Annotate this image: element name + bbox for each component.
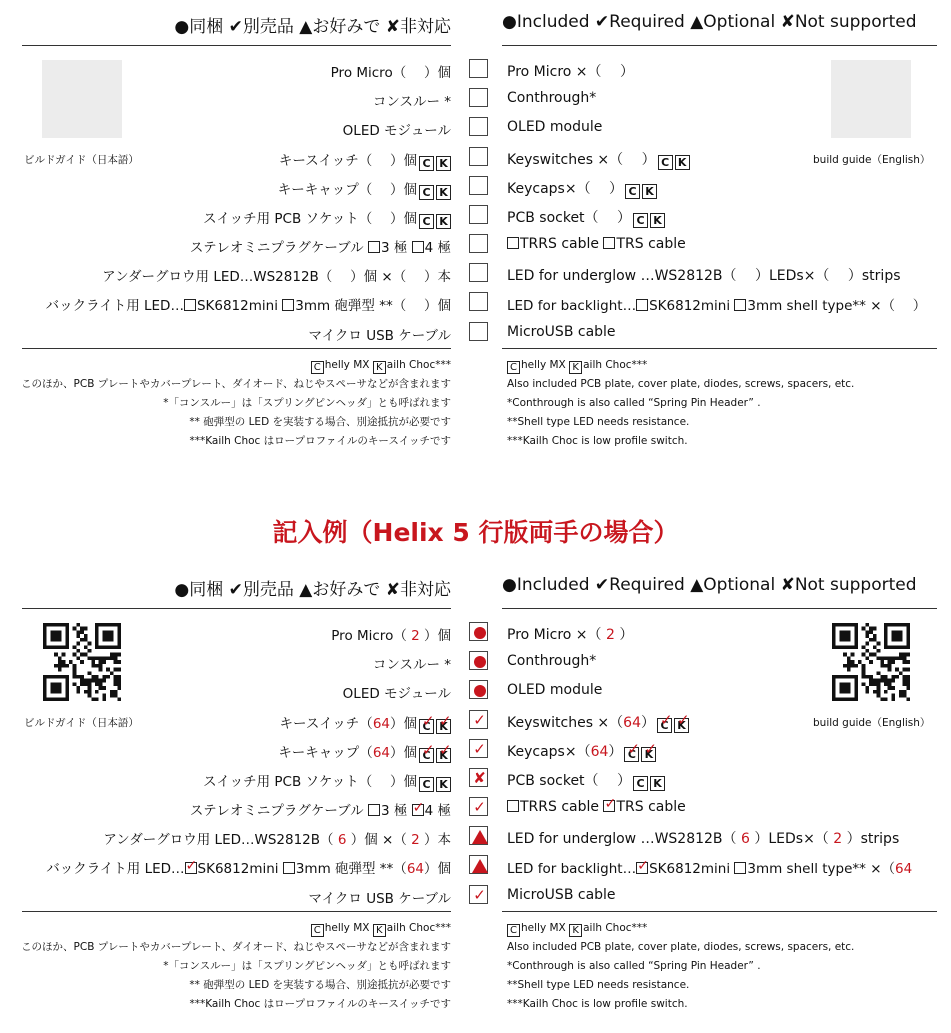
mark-icon xyxy=(470,623,489,642)
qr-module xyxy=(865,675,869,679)
cherry-box: C xyxy=(419,214,434,229)
row-backlight xyxy=(0,292,951,316)
quantity: 64 xyxy=(590,744,609,760)
qr-module xyxy=(117,675,121,679)
option-box xyxy=(368,241,380,253)
label-en: OLED module xyxy=(507,119,603,135)
example-title: 記入例（Helix 5 行版両手の場合） xyxy=(272,518,679,547)
notes-jp xyxy=(21,919,451,1014)
cherry-box: C xyxy=(507,924,520,937)
option-box xyxy=(603,237,615,249)
label-jp xyxy=(190,799,451,819)
row-underglow xyxy=(0,263,951,287)
label-jp: OLED モジュール xyxy=(342,123,451,139)
note-line: このほか、PCB プレートやカバープレート、ダイオード、ねじやスペーサなどが含まれます xyxy=(21,378,451,390)
kailh-box: K xyxy=(569,361,582,374)
label-en xyxy=(507,624,633,644)
qr-module xyxy=(854,675,858,679)
label-jp xyxy=(203,770,451,792)
note-line: *Conthrough is also called “Spring Pin Header” . xyxy=(507,397,761,409)
notes-jp xyxy=(21,356,451,451)
option-sk6812: SK6812mini xyxy=(649,298,735,314)
note-line: ***Kailh Choc はロープロファイルのキースイッチです xyxy=(189,998,451,1010)
legend-jp: ●同梱 ✔別売品 ▲お好みで ✘非対応 xyxy=(174,580,451,600)
label-en: MicroUSB cable xyxy=(507,324,616,340)
qr-module xyxy=(832,675,836,679)
cherry-box-checked: C ✓ xyxy=(624,747,639,762)
row-conthrough xyxy=(0,88,951,112)
checkbox[interactable] xyxy=(469,292,488,311)
trrs-text: ステレオミニプラグケーブル xyxy=(189,240,368,256)
divider-bottom-en xyxy=(502,348,937,349)
legend-en: ●Included ✔Required ▲Optional ✘Not supported xyxy=(502,12,917,32)
qr-module xyxy=(50,675,54,679)
checkbox[interactable] xyxy=(469,88,488,107)
note-line: Also included PCB plate, cover plate, diodes, screws, spacers, etc. xyxy=(507,378,855,390)
row-socket xyxy=(0,205,951,229)
checkbox[interactable] xyxy=(469,147,488,166)
label-en xyxy=(507,741,656,762)
switch-legend-jp xyxy=(21,356,451,375)
keycap-text: キーキャップ（ ）個 xyxy=(277,182,417,198)
option-box xyxy=(283,862,295,874)
divider-bottom-jp xyxy=(22,348,451,349)
quantity: 6 xyxy=(736,831,755,847)
check-icon: ✓ xyxy=(473,711,486,729)
note-line: *「コンスルー」は「スプリングピンヘッダ」とも呼ばれます xyxy=(163,960,451,972)
qr-module xyxy=(76,675,80,679)
label-en xyxy=(507,799,686,815)
option-box xyxy=(636,299,648,311)
option-3pole: 3 極 xyxy=(380,240,412,256)
cross-icon: ✘ xyxy=(473,769,486,787)
kailh-label: ailh Choc*** xyxy=(583,922,648,934)
row-trrs xyxy=(0,234,951,258)
check-icon: ✓ xyxy=(473,798,486,816)
qr-module xyxy=(884,675,888,679)
option-box xyxy=(368,804,380,816)
text: ）個 xyxy=(424,628,451,644)
cherry-box-checked: C ✓ xyxy=(657,718,672,733)
backlight-text: バックライト用 LED… xyxy=(46,861,185,877)
option-box xyxy=(282,299,294,311)
label-jp: OLED モジュール xyxy=(342,686,451,702)
kailh-label: ailh Choc*** xyxy=(386,359,451,371)
cherry-box: C xyxy=(633,213,648,228)
row-socket xyxy=(0,768,951,792)
qr-module xyxy=(869,675,873,679)
text: ）strips xyxy=(846,831,900,847)
option-sk6812: SK6812mini xyxy=(197,861,283,877)
label-jp: マイクロ USB ケーブル xyxy=(308,328,451,344)
option-3mm: 3mm 砲弾型 **（ xyxy=(295,861,407,877)
text: ） xyxy=(641,715,655,731)
guide-label-jp: ビルドガイド（日本語） xyxy=(24,717,139,729)
label-en xyxy=(507,236,686,252)
cherry-box: C xyxy=(658,155,673,170)
cherry-box: C xyxy=(507,361,520,374)
option-3mm: 3mm shell type** ×（ ） xyxy=(747,298,927,314)
note-line: *Conthrough is also called “Spring Pin Header” . xyxy=(507,960,761,972)
note-line: *「コンスルー」は「スプリングピンヘッダ」とも呼ばれます xyxy=(163,397,451,409)
row-trrs xyxy=(0,797,951,821)
kailh-box-checked: K ✓ xyxy=(674,718,689,733)
row-keycap xyxy=(0,176,951,200)
text: ）本 xyxy=(424,832,451,848)
label-jp: アンダーグロウ用 LED…WS2812B（ ）個 ×（ ）本 xyxy=(102,269,451,285)
qr-module xyxy=(891,675,895,679)
option-3mm: 3mm 砲弾型 **（ ）個 xyxy=(295,298,451,314)
row-keycap xyxy=(0,739,951,763)
qr-module xyxy=(54,675,58,679)
kailh-box: K xyxy=(650,213,665,228)
kailh-box: K xyxy=(675,155,690,170)
cherry-label: helly MX xyxy=(324,359,373,371)
divider-bottom-en xyxy=(502,911,937,912)
label-jp: マイクロ USB ケーブル xyxy=(308,891,451,907)
quantity: 64 xyxy=(372,716,390,732)
socket-text: PCB socket（ ） xyxy=(507,210,631,226)
qr-module xyxy=(903,675,907,679)
option-box-checked xyxy=(412,804,424,816)
option-box xyxy=(734,299,746,311)
cherry-label: helly MX xyxy=(324,922,373,934)
mark-icon xyxy=(470,827,489,846)
qr-module xyxy=(106,675,110,679)
checkbox[interactable] xyxy=(469,205,488,224)
checkbox-required[interactable] xyxy=(469,797,488,816)
mark-icon xyxy=(470,652,489,671)
notes-en xyxy=(507,356,854,451)
dot-icon xyxy=(474,656,486,668)
checkbox[interactable] xyxy=(469,322,488,341)
quantity: 2 xyxy=(828,831,847,847)
row-keyswitch xyxy=(0,710,951,734)
keyswitch-text: Keyswitches ×（ ） xyxy=(507,152,656,168)
divider-top-jp xyxy=(22,45,451,46)
label-jp: コンスルー * xyxy=(372,94,451,110)
backlight-text: LED for backlight… xyxy=(507,861,637,877)
checkbox[interactable] xyxy=(469,263,488,282)
switch-legend-jp xyxy=(21,919,451,938)
label-en: LED for underglow …WS2812B（ ）LEDs×（ ）strips xyxy=(507,268,901,284)
label-jp xyxy=(278,178,451,200)
switch-legend-en xyxy=(507,919,854,938)
socket-text: スイッチ用 PCB ソケット（ ）個 xyxy=(203,211,417,227)
option-box xyxy=(507,800,519,812)
option-box-checked xyxy=(603,800,615,812)
label-en xyxy=(507,178,657,199)
text: ） xyxy=(619,627,634,643)
note-line: **Shell type LED needs resistance. xyxy=(507,416,690,428)
checkbox-required[interactable] xyxy=(469,885,488,904)
legend-jp: ●同梱 ✔別売品 ▲お好みで ✘非対応 xyxy=(174,17,451,37)
checkbox-not-supported[interactable] xyxy=(469,768,488,787)
label-jp: Pro Micro（ ）個 xyxy=(330,65,451,81)
checkbox[interactable] xyxy=(469,176,488,195)
checkbox-optional[interactable] xyxy=(469,826,488,845)
label-en xyxy=(507,828,899,848)
socket-text: スイッチ用 PCB ソケット（ ）個 xyxy=(203,774,417,790)
cherry-box-checked: C ✓ xyxy=(419,719,434,734)
label-jp: コンスルー * xyxy=(372,657,451,673)
row-backlight xyxy=(0,855,951,879)
row-oled xyxy=(0,117,951,141)
kailh-box: K xyxy=(373,924,386,937)
qr-module xyxy=(836,675,840,679)
qr-module xyxy=(880,675,884,679)
option-box xyxy=(184,299,196,311)
backlight-text: バックライト用 LED… xyxy=(45,298,184,314)
check-icon: ✓ xyxy=(473,740,486,758)
label-jp xyxy=(331,624,451,644)
label-jp xyxy=(203,207,451,229)
option-4pole: 4 極 xyxy=(424,803,451,819)
option-trrs: TRRS cable xyxy=(520,236,604,252)
cherry-label: helly MX xyxy=(521,922,570,934)
option-3pole: 3 極 xyxy=(380,803,412,819)
label-jp xyxy=(190,236,451,256)
backlight-text: LED for backlight… xyxy=(507,298,637,314)
option-box xyxy=(734,862,746,874)
label-en xyxy=(507,294,926,314)
text: Keyswitches ×（ xyxy=(507,715,624,731)
quantity: 6 xyxy=(333,832,351,848)
option-3mm: 3mm shell type** ×（ xyxy=(747,861,896,877)
cherry-label: helly MX xyxy=(521,359,570,371)
label-en: Conthrough* xyxy=(507,90,597,106)
cherry-box-checked: C ✓ xyxy=(419,748,434,763)
divider-bottom-jp xyxy=(22,911,451,912)
checkbox-included[interactable] xyxy=(469,680,488,699)
qr-module xyxy=(114,675,118,679)
qr-module xyxy=(843,675,847,679)
triangle-icon xyxy=(472,859,488,873)
kailh-box: K xyxy=(436,156,451,171)
option-box-checked xyxy=(636,862,648,874)
quantity: 64 xyxy=(623,715,641,731)
option-sk6812: SK6812mini xyxy=(649,861,735,877)
note-line: ***Kailh Choc はロープロファイルのキースイッチです xyxy=(189,435,451,447)
cherry-box: C xyxy=(419,156,434,171)
quantity: 64 xyxy=(372,745,390,761)
checkbox-included[interactable] xyxy=(469,622,488,641)
text: ） xyxy=(608,744,623,760)
label-jp xyxy=(103,828,451,848)
kailh-box: K xyxy=(436,214,451,229)
keycap-text: Keycaps×（ ） xyxy=(507,181,624,197)
row-usb xyxy=(0,885,951,909)
text: Pro Micro（ xyxy=(331,628,407,644)
kailh-label: ailh Choc*** xyxy=(386,922,451,934)
label-jp xyxy=(46,294,451,314)
qr-module xyxy=(91,675,95,679)
label-en xyxy=(507,207,665,228)
note-line: このほか、PCB プレートやカバープレート、ダイオード、ねじやスペーサなどが含まれます xyxy=(21,941,451,953)
label-en xyxy=(507,712,689,733)
cherry-box: C xyxy=(633,776,648,791)
text: LED for underglow …WS2812B（ xyxy=(507,831,737,847)
blank-form xyxy=(0,0,951,470)
cherry-box: C xyxy=(419,185,434,200)
row-underglow xyxy=(0,826,951,850)
divider-top-jp xyxy=(22,608,451,609)
text: ）個 xyxy=(390,716,417,732)
kailh-box-checked: K ✓ xyxy=(436,719,451,734)
note-line: ***Kailh Choc is low profile switch. xyxy=(507,998,688,1010)
checkbox-optional[interactable] xyxy=(469,855,488,874)
text: ）個 xyxy=(390,745,417,761)
notes-en xyxy=(507,919,854,1014)
check-icon: ✓ xyxy=(473,886,486,904)
qr-module xyxy=(862,675,866,679)
triangle-icon xyxy=(472,830,488,844)
guide-label-en: build guide（English） xyxy=(813,717,931,729)
checkbox[interactable] xyxy=(469,234,488,253)
note-line: ** 砲弾型の LED を実装する場合、別途抵抗が必要です xyxy=(189,979,451,991)
divider-top-en xyxy=(502,608,937,609)
checkbox[interactable] xyxy=(469,117,488,136)
kailh-box-checked: K ✓ xyxy=(436,748,451,763)
option-sk6812: SK6812mini xyxy=(196,298,283,314)
note-line: ** 砲弾型の LED を実装する場合、別途抵抗が必要です xyxy=(189,416,451,428)
row-usb xyxy=(0,322,951,346)
qr-module xyxy=(43,675,47,679)
qr-module xyxy=(847,675,851,679)
qr-module xyxy=(58,675,62,679)
kailh-box: K xyxy=(436,185,451,200)
legend-en: ●Included ✔Required ▲Optional ✘Not supported xyxy=(502,575,917,595)
checkbox-required[interactable] xyxy=(469,739,488,758)
option-4pole: 4 極 xyxy=(424,240,451,256)
option-box-checked xyxy=(185,862,197,874)
kailh-box-checked: K ✓ xyxy=(641,747,656,762)
qr-module xyxy=(851,675,855,679)
label-jp xyxy=(280,712,451,734)
text: アンダーグロウ用 LED…WS2812B（ xyxy=(103,832,334,848)
row-oled xyxy=(0,680,951,704)
label-jp xyxy=(279,149,451,171)
quantity: 2 xyxy=(406,832,424,848)
option-box xyxy=(412,241,424,253)
qr-module xyxy=(906,675,910,679)
text: ）個 xyxy=(424,861,451,877)
cherry-box: C xyxy=(625,184,640,199)
quantity: 64 xyxy=(406,861,424,877)
row-pro-micro xyxy=(0,59,951,83)
qr-module xyxy=(102,675,106,679)
cherry-box: C xyxy=(311,924,324,937)
dot-icon xyxy=(474,627,486,639)
qr-module xyxy=(65,675,69,679)
mark-icon xyxy=(470,681,489,700)
note-line: Also included PCB plate, cover plate, diodes, screws, spacers, etc. xyxy=(507,941,855,953)
qr-module xyxy=(73,675,77,679)
kailh-box: K xyxy=(650,776,665,791)
label-en xyxy=(507,770,665,791)
checkbox-included[interactable] xyxy=(469,651,488,670)
trrs-text: ステレオミニプラグケーブル xyxy=(189,803,368,819)
switch-legend-en xyxy=(507,356,854,375)
option-trrs: TRRS cable xyxy=(520,799,604,815)
kailh-box: K xyxy=(436,777,451,792)
checkbox-required[interactable] xyxy=(469,710,488,729)
kailh-label: ailh Choc*** xyxy=(583,359,648,371)
qr-module xyxy=(95,675,99,679)
mark-icon xyxy=(470,856,489,875)
text: ）LEDs×（ xyxy=(754,831,829,847)
text: ）個 ×（ xyxy=(350,832,407,848)
text: Pro Micro ×（ xyxy=(507,627,602,643)
guide-label-en: build guide（English） xyxy=(813,154,931,166)
row-keyswitch xyxy=(0,147,951,171)
option-trs: TRS cable xyxy=(616,236,686,252)
text: キーキャップ（ xyxy=(278,745,373,761)
label-en: Conthrough* xyxy=(507,653,597,669)
keyswitch-text: キースイッチ（ ）個 xyxy=(278,153,417,169)
divider-top-en xyxy=(502,45,937,46)
cherry-box: C xyxy=(419,777,434,792)
qr-module xyxy=(895,675,899,679)
quantity: 64 xyxy=(895,861,913,877)
qr-module xyxy=(80,675,84,679)
kailh-box: K xyxy=(569,924,582,937)
quantity: 2 xyxy=(601,627,620,643)
label-jp xyxy=(278,741,451,763)
qr-module xyxy=(62,675,66,679)
label-en: Pro Micro ×（ ） xyxy=(507,64,634,80)
dot-icon xyxy=(474,685,486,697)
socket-text: PCB socket（ ） xyxy=(507,773,631,789)
note-line: ***Kailh Choc is low profile switch. xyxy=(507,435,688,447)
checkbox[interactable] xyxy=(469,59,488,78)
kailh-box: K xyxy=(373,361,386,374)
example-form xyxy=(0,563,951,1033)
quantity: 2 xyxy=(406,628,424,644)
option-trs: TRS cable xyxy=(616,799,686,815)
row-pro-micro xyxy=(0,622,951,646)
guide-label-jp: ビルドガイド（日本語） xyxy=(24,154,139,166)
qr-module xyxy=(839,675,843,679)
note-line: **Shell type LED needs resistance. xyxy=(507,979,690,991)
label-jp xyxy=(46,857,451,877)
kailh-box: K xyxy=(642,184,657,199)
label-en: MicroUSB cable xyxy=(507,887,616,903)
qr-module xyxy=(47,675,51,679)
cherry-box: C xyxy=(311,361,324,374)
row-conthrough xyxy=(0,651,951,675)
text: Keycaps×（ xyxy=(507,744,591,760)
label-en xyxy=(507,857,912,877)
text: キースイッチ（ xyxy=(279,716,373,732)
label-en xyxy=(507,149,690,170)
label-en: OLED module xyxy=(507,682,603,698)
option-box xyxy=(507,237,519,249)
